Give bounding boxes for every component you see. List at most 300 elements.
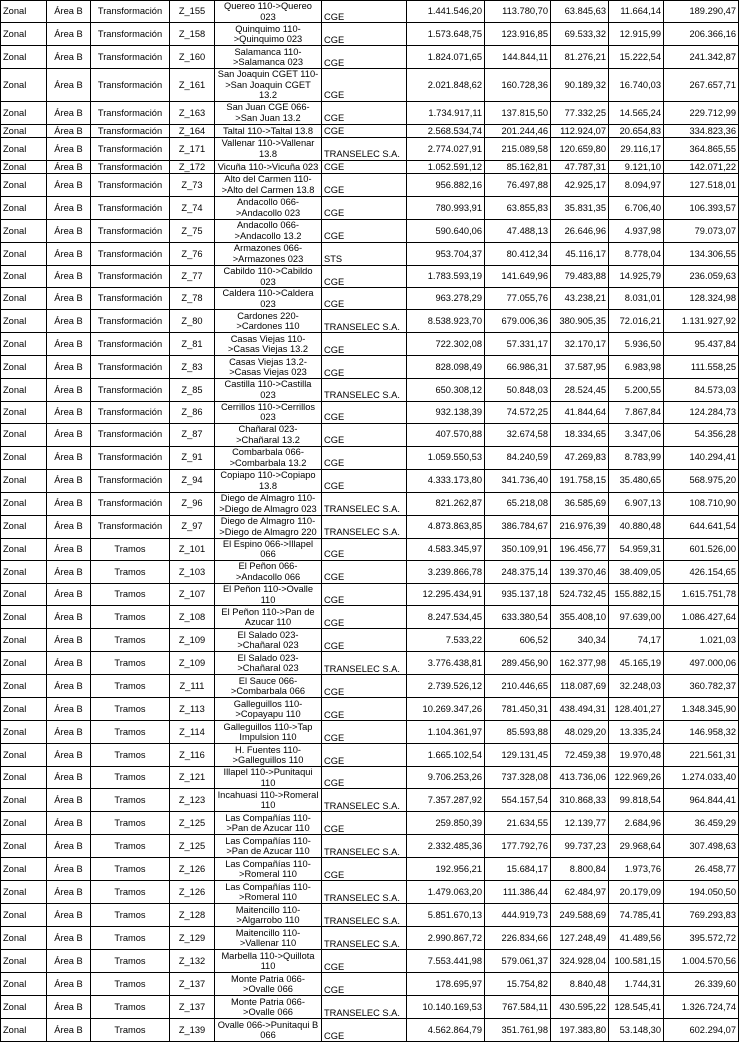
area-cell: Área B: [47, 583, 91, 605]
value-2-cell: 351.761,98: [485, 1019, 551, 1042]
table-row: [1, 996, 739, 1019]
value-4-cell: 16.740,03: [609, 69, 664, 102]
code-cell: Z_163: [170, 101, 215, 124]
connection-cell: Maitencillo 110->Algarrobo 110: [215, 904, 322, 927]
company-cell: CGE: [322, 469, 407, 492]
type-cell: Tramos: [91, 927, 170, 950]
company-cell: CGE: [322, 101, 407, 124]
type-cell: Transformación: [91, 23, 170, 46]
value-3-cell: 162.377,98: [551, 652, 609, 675]
zone-cell: Zonal: [1, 996, 47, 1019]
total-cell: 54.356,28: [664, 423, 739, 446]
value-3-cell: 36.585,69: [551, 492, 609, 515]
type-cell: Tramos: [91, 789, 170, 812]
table-row: [1, 904, 739, 927]
table-row: [1, 173, 739, 196]
connection-cell: El Sauce 066->Combarbala 066: [215, 675, 322, 698]
code-cell: Z_160: [170, 46, 215, 69]
type-cell: Transformación: [91, 515, 170, 538]
zone-cell: Zonal: [1, 973, 47, 996]
value-4-cell: 38.409,05: [609, 560, 664, 583]
type-cell: Transformación: [91, 288, 170, 310]
code-cell: Z_74: [170, 196, 215, 219]
code-cell: Z_129: [170, 927, 215, 950]
area-cell: Área B: [47, 1019, 91, 1042]
area-cell: Área B: [47, 652, 91, 675]
table-row: [1, 698, 739, 721]
value-3-cell: 99.737,23: [551, 835, 609, 858]
company-cell: CGE: [322, 46, 407, 69]
code-cell: Z_83: [170, 356, 215, 379]
zone-cell: Zonal: [1, 698, 47, 721]
value-4-cell: 45.165,19: [609, 652, 664, 675]
code-cell: Z_114: [170, 721, 215, 744]
area-cell: Área B: [47, 904, 91, 927]
type-cell: Transformación: [91, 173, 170, 196]
value-1-cell: 2.332.485,36: [407, 835, 485, 858]
value-1-cell: 828.098,49: [407, 356, 485, 379]
table-row: [1, 950, 739, 973]
value-3-cell: 216.976,39: [551, 515, 609, 538]
type-cell: Transformación: [91, 423, 170, 446]
value-1-cell: 7.357.287,92: [407, 789, 485, 812]
value-4-cell: 7.867,84: [609, 401, 664, 423]
value-1-cell: 9.706.253,26: [407, 767, 485, 789]
value-4-cell: 53.148,30: [609, 1019, 664, 1042]
type-cell: Transformación: [91, 333, 170, 356]
value-2-cell: 160.728,36: [485, 69, 551, 102]
value-1-cell: 780.993,91: [407, 196, 485, 219]
value-4-cell: 32.248,03: [609, 675, 664, 698]
value-4-cell: 11.664,14: [609, 1, 664, 23]
total-cell: 128.324,98: [664, 288, 739, 310]
table-row: [1, 744, 739, 767]
value-1-cell: 1.734.917,11: [407, 101, 485, 124]
area-cell: Área B: [47, 124, 91, 137]
value-2-cell: 50.848,03: [485, 379, 551, 401]
company-cell: CGE: [322, 333, 407, 356]
table-row: [1, 858, 739, 881]
value-3-cell: 324.928,04: [551, 950, 609, 973]
total-cell: 26.458,77: [664, 858, 739, 881]
zone-cell: Zonal: [1, 538, 47, 560]
connection-cell: Galleguillos 110->Copayapu 110: [215, 698, 322, 721]
type-cell: Tramos: [91, 858, 170, 881]
area-cell: Área B: [47, 881, 91, 904]
area-cell: Área B: [47, 744, 91, 767]
table-row: [1, 515, 739, 538]
code-cell: Z_171: [170, 137, 215, 160]
value-3-cell: 118.087,69: [551, 675, 609, 698]
table-row: [1, 629, 739, 652]
value-4-cell: 5.200,55: [609, 379, 664, 401]
table-row: [1, 333, 739, 356]
value-3-cell: 197.383,80: [551, 1019, 609, 1042]
value-4-cell: 4.937,98: [609, 219, 664, 242]
table-row: [1, 242, 739, 265]
connection-cell: El Espino 066->Illapel 066: [215, 538, 322, 560]
value-3-cell: 196.456,77: [551, 538, 609, 560]
value-4-cell: 41.489,56: [609, 927, 664, 950]
table-row: [1, 767, 739, 789]
company-cell: CGE: [322, 124, 407, 137]
total-cell: 142.071,22: [664, 160, 739, 173]
total-cell: 602.294,07: [664, 1019, 739, 1042]
zone-cell: Zonal: [1, 124, 47, 137]
company-cell: CGE: [322, 1, 407, 23]
code-cell: Z_80: [170, 310, 215, 333]
value-4-cell: 72.016,21: [609, 310, 664, 333]
code-cell: Z_116: [170, 744, 215, 767]
company-cell: CGE: [322, 423, 407, 446]
code-cell: Z_132: [170, 950, 215, 973]
value-2-cell: 84.240,59: [485, 446, 551, 469]
type-cell: Tramos: [91, 881, 170, 904]
value-3-cell: 191.758,15: [551, 469, 609, 492]
table-row: [1, 446, 739, 469]
value-3-cell: 355.408,10: [551, 606, 609, 629]
value-3-cell: 47.787,31: [551, 160, 609, 173]
connection-cell: Cerrillos 110->Cerrillos 023: [215, 401, 322, 423]
value-2-cell: 444.919,73: [485, 904, 551, 927]
total-cell: 360.782,37: [664, 675, 739, 698]
value-2-cell: 935.137,18: [485, 583, 551, 605]
zone-cell: Zonal: [1, 492, 47, 515]
value-3-cell: 81.276,21: [551, 46, 609, 69]
total-cell: 79.073,07: [664, 219, 739, 242]
value-2-cell: 201.244,46: [485, 124, 551, 137]
value-3-cell: 90.189,32: [551, 69, 609, 102]
code-cell: Z_109: [170, 652, 215, 675]
zone-cell: Zonal: [1, 379, 47, 401]
area-cell: Área B: [47, 950, 91, 973]
value-1-cell: 407.570,88: [407, 423, 485, 446]
connection-cell: El Salado 023->Chañaral 023: [215, 652, 322, 675]
table-body: [1, 1, 739, 1042]
value-2-cell: 111.386,44: [485, 881, 551, 904]
company-cell: CGE: [322, 23, 407, 46]
type-cell: Transformación: [91, 46, 170, 69]
company-cell: CGE: [322, 583, 407, 605]
value-3-cell: 48.029,20: [551, 721, 609, 744]
connection-cell: Diego de Almagro 110->Diego de Almagro 023: [215, 492, 322, 515]
total-cell: 1.131.927,92: [664, 310, 739, 333]
connection-cell: Andacollo 066->Andacollo 023: [215, 196, 322, 219]
company-cell: CGE: [322, 812, 407, 835]
zone-cell: Zonal: [1, 904, 47, 927]
area-cell: Área B: [47, 515, 91, 538]
company-cell: CGE: [322, 767, 407, 789]
zone-cell: Zonal: [1, 950, 47, 973]
value-1-cell: 12.295.434,91: [407, 583, 485, 605]
area-cell: Área B: [47, 401, 91, 423]
value-1-cell: 650.308,12: [407, 379, 485, 401]
connection-cell: Andacollo 066->Andacollo 13.2: [215, 219, 322, 242]
company-cell: CGE: [322, 288, 407, 310]
value-3-cell: 42.925,17: [551, 173, 609, 196]
company-cell: CGE: [322, 69, 407, 102]
value-4-cell: 8.031,01: [609, 288, 664, 310]
value-2-cell: 767.584,11: [485, 996, 551, 1019]
zone-cell: Zonal: [1, 333, 47, 356]
total-cell: 1.326.724,74: [664, 996, 739, 1019]
value-4-cell: 97.639,00: [609, 606, 664, 629]
table-row: [1, 23, 739, 46]
code-cell: Z_76: [170, 242, 215, 265]
value-1-cell: 1.783.593,19: [407, 265, 485, 287]
code-cell: Z_81: [170, 333, 215, 356]
value-4-cell: 6.706,40: [609, 196, 664, 219]
connection-cell: Las Compañías 110->Pan de Azucar 110: [215, 812, 322, 835]
value-4-cell: 1.744,31: [609, 973, 664, 996]
value-2-cell: 633.380,54: [485, 606, 551, 629]
total-cell: 111.558,25: [664, 356, 739, 379]
area-cell: Área B: [47, 629, 91, 652]
type-cell: Tramos: [91, 835, 170, 858]
total-cell: 568.975,20: [664, 469, 739, 492]
connection-cell: San Juan CGE 066->San Juan 13.2: [215, 101, 322, 124]
code-cell: Z_108: [170, 606, 215, 629]
company-cell: TRANSELEC S.A.: [322, 379, 407, 401]
code-cell: Z_137: [170, 973, 215, 996]
total-cell: 395.572,72: [664, 927, 739, 950]
code-cell: Z_86: [170, 401, 215, 423]
zone-cell: Zonal: [1, 629, 47, 652]
company-cell: CGE: [322, 538, 407, 560]
type-cell: Transformación: [91, 101, 170, 124]
value-3-cell: 438.494,31: [551, 698, 609, 721]
value-2-cell: 679.006,36: [485, 310, 551, 333]
total-cell: 26.339,60: [664, 973, 739, 996]
company-cell: CGE: [322, 160, 407, 173]
value-1-cell: 932.138,39: [407, 401, 485, 423]
area-cell: Área B: [47, 173, 91, 196]
value-4-cell: 29.968,64: [609, 835, 664, 858]
type-cell: Tramos: [91, 996, 170, 1019]
value-4-cell: 20.654,83: [609, 124, 664, 137]
value-2-cell: 63.855,83: [485, 196, 551, 219]
code-cell: Z_75: [170, 219, 215, 242]
table-row: [1, 881, 739, 904]
total-cell: 106.393,57: [664, 196, 739, 219]
area-cell: Área B: [47, 265, 91, 287]
value-1-cell: 2.021.848,62: [407, 69, 485, 102]
value-2-cell: 47.488,13: [485, 219, 551, 242]
value-2-cell: 737.328,08: [485, 767, 551, 789]
zone-cell: Zonal: [1, 721, 47, 744]
value-3-cell: 43.238,21: [551, 288, 609, 310]
table-row: [1, 973, 739, 996]
value-2-cell: 57.331,17: [485, 333, 551, 356]
value-4-cell: 35.480,65: [609, 469, 664, 492]
table-row: [1, 1, 739, 23]
value-3-cell: 26.646,96: [551, 219, 609, 242]
value-1-cell: 590.640,06: [407, 219, 485, 242]
value-4-cell: 3.347,06: [609, 423, 664, 446]
area-cell: Área B: [47, 1, 91, 23]
table-row: [1, 583, 739, 605]
value-4-cell: 14.925,79: [609, 265, 664, 287]
type-cell: Tramos: [91, 904, 170, 927]
value-2-cell: 66.986,31: [485, 356, 551, 379]
code-cell: Z_172: [170, 160, 215, 173]
value-1-cell: 4.873.863,85: [407, 515, 485, 538]
connection-cell: Ovalle 066->Punitaqui B 066: [215, 1019, 322, 1042]
zone-cell: Zonal: [1, 46, 47, 69]
company-cell: CGE: [322, 606, 407, 629]
type-cell: Tramos: [91, 1019, 170, 1042]
value-2-cell: 123.916,85: [485, 23, 551, 46]
zone-cell: Zonal: [1, 219, 47, 242]
type-cell: Transformación: [91, 242, 170, 265]
code-cell: Z_91: [170, 446, 215, 469]
zone-cell: Zonal: [1, 652, 47, 675]
value-4-cell: 5.936,50: [609, 333, 664, 356]
company-cell: TRANSELEC S.A.: [322, 881, 407, 904]
company-cell: CGE: [322, 629, 407, 652]
value-1-cell: 8.247.534,45: [407, 606, 485, 629]
zone-cell: Zonal: [1, 288, 47, 310]
code-cell: Z_137: [170, 996, 215, 1019]
value-1-cell: 963.278,29: [407, 288, 485, 310]
value-3-cell: 413.736,06: [551, 767, 609, 789]
area-cell: Área B: [47, 288, 91, 310]
value-4-cell: 74,17: [609, 629, 664, 652]
value-2-cell: 137.815,50: [485, 101, 551, 124]
area-cell: Área B: [47, 46, 91, 69]
connection-cell: Marbella 110->Quillota 110: [215, 950, 322, 973]
value-4-cell: 122.969,26: [609, 767, 664, 789]
value-1-cell: 2.739.526,12: [407, 675, 485, 698]
zone-cell: Zonal: [1, 101, 47, 124]
area-cell: Área B: [47, 835, 91, 858]
table-row: [1, 812, 739, 835]
connection-cell: Quereo 110->Quereo 023: [215, 1, 322, 23]
total-cell: 127.518,01: [664, 173, 739, 196]
code-cell: Z_101: [170, 538, 215, 560]
connection-cell: Caldera 110->Caldera 023: [215, 288, 322, 310]
value-4-cell: 100.581,15: [609, 950, 664, 973]
value-4-cell: 128.401,27: [609, 698, 664, 721]
zone-cell: Zonal: [1, 835, 47, 858]
table-row: [1, 675, 739, 698]
total-cell: 189.290,47: [664, 1, 739, 23]
zone-cell: Zonal: [1, 69, 47, 102]
zone-cell: Zonal: [1, 767, 47, 789]
value-2-cell: 80.412,34: [485, 242, 551, 265]
area-cell: Área B: [47, 469, 91, 492]
total-cell: 229.712,99: [664, 101, 739, 124]
zone-cell: Zonal: [1, 881, 47, 904]
value-1-cell: 821.262,87: [407, 492, 485, 515]
total-cell: 134.306,55: [664, 242, 739, 265]
table-row: [1, 160, 739, 173]
code-cell: Z_113: [170, 698, 215, 721]
value-4-cell: 99.818,54: [609, 789, 664, 812]
total-cell: 307.498,63: [664, 835, 739, 858]
value-1-cell: 5.851.670,13: [407, 904, 485, 927]
total-cell: 426.154,65: [664, 560, 739, 583]
connection-cell: Maitencillo 110->Vallenar 110: [215, 927, 322, 950]
value-1-cell: 4.562.864,79: [407, 1019, 485, 1042]
value-1-cell: 2.774.027,91: [407, 137, 485, 160]
type-cell: Transformación: [91, 356, 170, 379]
value-2-cell: 129.131,45: [485, 744, 551, 767]
value-1-cell: 259.850,39: [407, 812, 485, 835]
company-cell: CGE: [322, 265, 407, 287]
code-cell: Z_97: [170, 515, 215, 538]
connection-cell: Armazones 066->Armazones 023: [215, 242, 322, 265]
company-cell: CGE: [322, 698, 407, 721]
company-cell: CGE: [322, 950, 407, 973]
code-cell: Z_73: [170, 173, 215, 196]
area-cell: Área B: [47, 101, 91, 124]
value-4-cell: 2.684,96: [609, 812, 664, 835]
value-1-cell: 1.573.648,75: [407, 23, 485, 46]
connection-cell: San Joaquin CGET 110->San Joaquin CGET 13.2: [215, 69, 322, 102]
company-cell: TRANSELEC S.A.: [322, 652, 407, 675]
connection-cell: El Peñon 110->Pan de Azucar 110: [215, 606, 322, 629]
area-cell: Área B: [47, 698, 91, 721]
company-cell: CGE: [322, 1019, 407, 1042]
value-4-cell: 40.880,48: [609, 515, 664, 538]
connection-cell: Monte Patria 066->Ovalle 066: [215, 996, 322, 1019]
total-cell: 95.437,84: [664, 333, 739, 356]
connection-cell: Illapel 110->Punitaqui 110: [215, 767, 322, 789]
value-2-cell: 32.674,58: [485, 423, 551, 446]
value-1-cell: 178.695,97: [407, 973, 485, 996]
total-cell: 221.561,31: [664, 744, 739, 767]
zone-cell: Zonal: [1, 812, 47, 835]
zone-cell: Zonal: [1, 446, 47, 469]
value-2-cell: 215.089,58: [485, 137, 551, 160]
zone-cell: Zonal: [1, 23, 47, 46]
value-4-cell: 9.121,10: [609, 160, 664, 173]
zone-cell: Zonal: [1, 1, 47, 23]
zone-cell: Zonal: [1, 675, 47, 698]
area-cell: Área B: [47, 137, 91, 160]
company-cell: TRANSELEC S.A.: [322, 310, 407, 333]
connection-cell: Cardones 220->Cardones 110: [215, 310, 322, 333]
code-cell: Z_87: [170, 423, 215, 446]
total-cell: 267.657,71: [664, 69, 739, 102]
area-cell: Área B: [47, 23, 91, 46]
value-4-cell: 155.882,15: [609, 583, 664, 605]
table-row: [1, 101, 739, 124]
value-1-cell: 192.956,21: [407, 858, 485, 881]
total-cell: 84.573,03: [664, 379, 739, 401]
value-3-cell: 112.924,07: [551, 124, 609, 137]
connection-cell: Galleguillos 110->Tap Impulsion 110: [215, 721, 322, 744]
value-3-cell: 47.269,83: [551, 446, 609, 469]
company-cell: TRANSELEC S.A.: [322, 835, 407, 858]
connection-cell: Casas Viejas 13.2->Casas Viejas 023: [215, 356, 322, 379]
zone-cell: Zonal: [1, 744, 47, 767]
total-cell: 194.050,50: [664, 881, 739, 904]
value-2-cell: 350.109,91: [485, 538, 551, 560]
value-1-cell: 953.704,37: [407, 242, 485, 265]
value-3-cell: 45.116,17: [551, 242, 609, 265]
table-row: [1, 927, 739, 950]
type-cell: Transformación: [91, 69, 170, 102]
value-2-cell: 85.162,81: [485, 160, 551, 173]
type-cell: Tramos: [91, 629, 170, 652]
value-2-cell: 579.061,37: [485, 950, 551, 973]
area-cell: Área B: [47, 606, 91, 629]
connection-cell: Quinquimo 110->Quinquimo 023: [215, 23, 322, 46]
value-3-cell: 35.831,35: [551, 196, 609, 219]
value-3-cell: 72.459,38: [551, 744, 609, 767]
